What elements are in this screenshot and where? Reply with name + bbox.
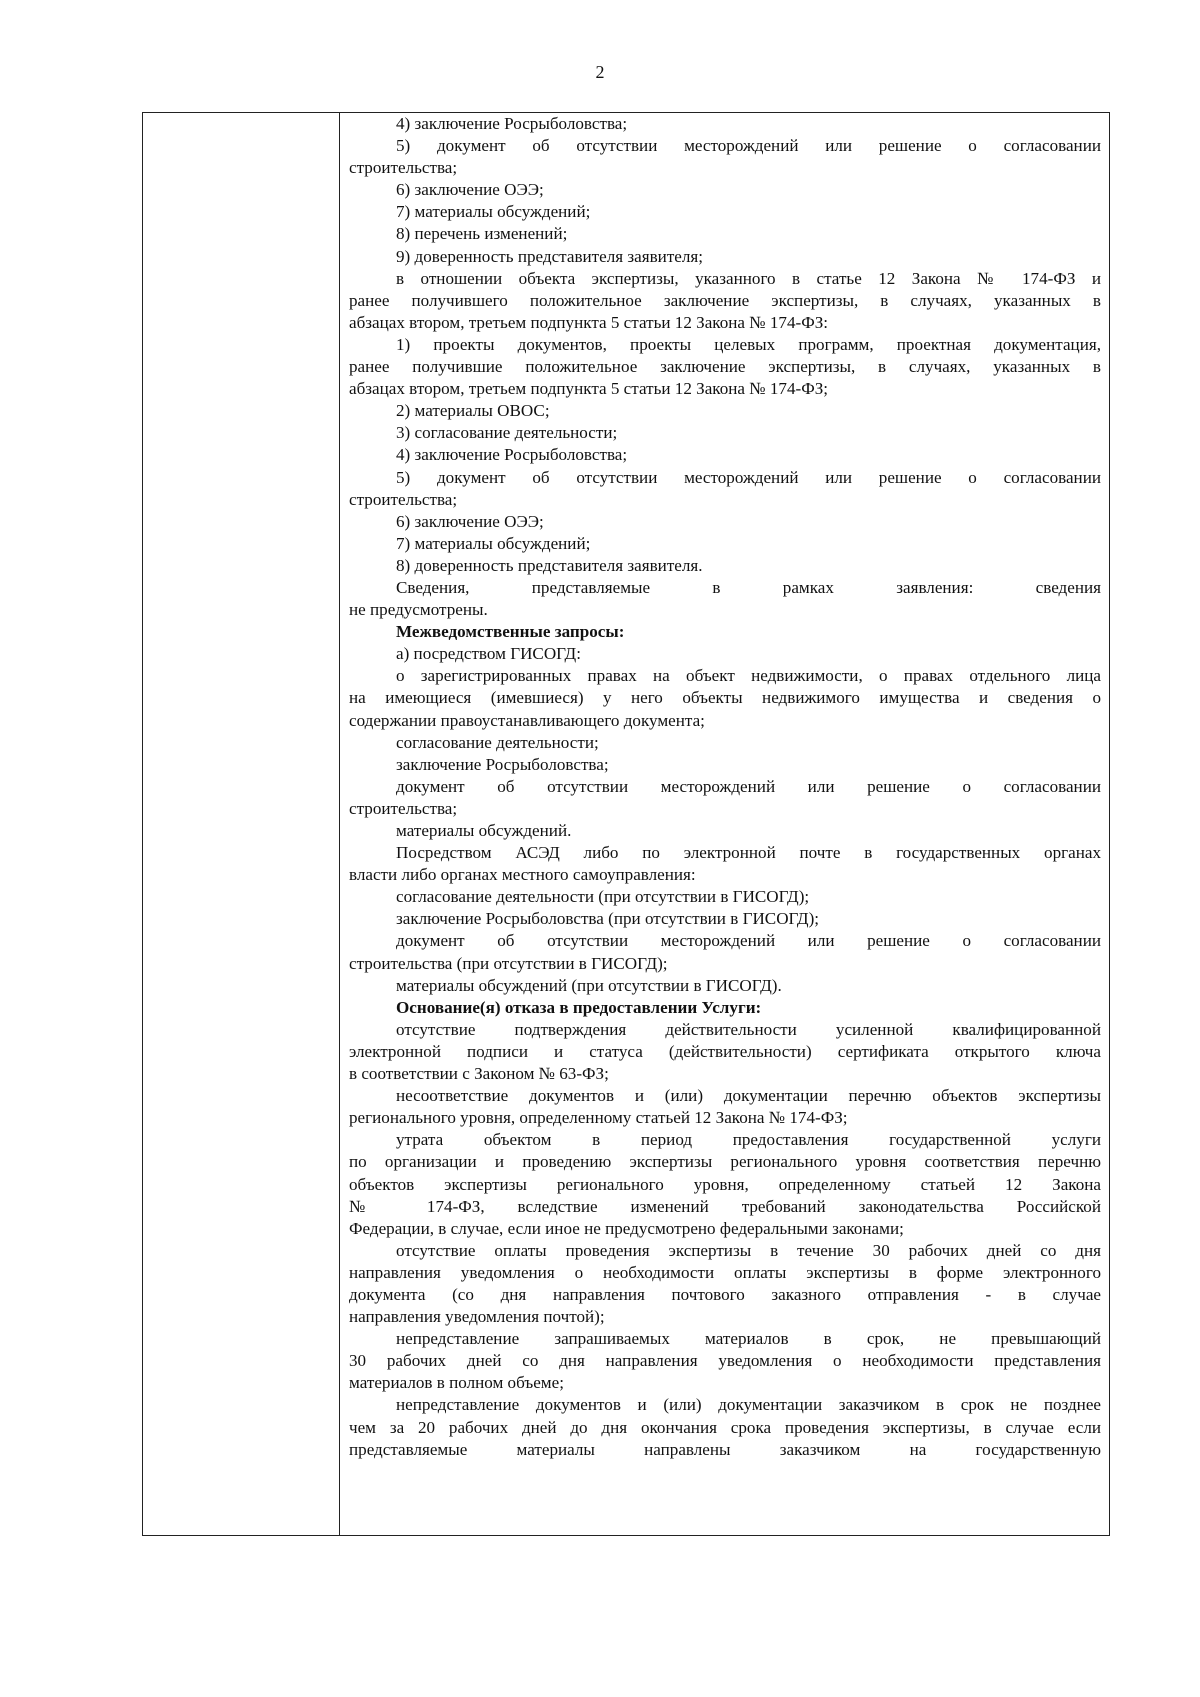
text-line: электронной подписи и статуса (действительности) сертификата открытого ключа (349, 1041, 1101, 1061)
document-table (142, 112, 1110, 1536)
text-line: материалов в полном объеме; (349, 1373, 564, 1393)
text-line: в соответствии с Законом № 63-ФЗ; (349, 1064, 609, 1084)
text-line: не предусмотрены. (349, 600, 488, 620)
text-line: 1) проекты документов, проекты целевых программ, проектная документация, (396, 334, 1101, 354)
text-line: документ об отсутствии месторождений или решение о согласовании (396, 931, 1101, 951)
text-line: документ об отсутствии месторождений или решение о согласовании (396, 776, 1101, 796)
text-line: Сведения, представляемые в рамках заявления: сведения (396, 577, 1101, 597)
text-line: № 174-ФЗ, вследствие изменений требований законодательства Российской (349, 1196, 1101, 1216)
text-line: 9) доверенность представителя заявителя; (396, 246, 704, 266)
text-line: регионального уровня, определенному статьей 12 Закона № 174-ФЗ; (349, 1108, 848, 1128)
text-line: чем за 20 рабочих дней до дня окончания срока проведения экспертизы, в случае если (349, 1417, 1101, 1437)
text-line: 5) документ об отсутствии месторождений или решение о согласовании (396, 136, 1101, 156)
text-line: 8) перечень изменений; (396, 224, 568, 244)
text-line: согласование деятельности; (396, 732, 599, 752)
text-line: в отношении объекта экспертизы, указанного в статье 12 Закона № 174-ФЗ и (396, 268, 1101, 288)
text-line: содержании правоустанавливающего документа; (349, 710, 705, 730)
text-line: направления уведомления о необходимости оплаты экспертизы в форме электронного (349, 1262, 1101, 1282)
text-line: на имеющиеся (имевшиеся) у него объекты недвижимого имущества и сведения о (349, 688, 1101, 708)
text-line: строительства; (349, 489, 458, 509)
text-line: о зарегистрированных правах на объект недвижимости, о правах отдельного лица (396, 666, 1101, 686)
text-line: отсутствие оплаты проведения экспертизы в течение 30 рабочих дней со дня (396, 1240, 1101, 1260)
text-line: отсутствие подтверждения действительности усиленной квалифицированной (396, 1019, 1101, 1039)
text-line: Федерации, в случае, если иное не предусмотрено федеральными законами; (349, 1218, 904, 1238)
text-line: абзацах втором, третьем подпункта 5 статьи 12 Закона № 174-ФЗ: (349, 312, 829, 332)
text-line: материалы обсуждений. (396, 821, 572, 840)
text-line: материалы обсуждений (при отсутствии в ГИСОГД). (396, 975, 782, 995)
text-line: строительства; (349, 158, 458, 178)
text-line: строительства; (349, 798, 458, 818)
text-line: строительства (при отсутствии в ГИСОГД); (349, 953, 668, 973)
text-line: 4) заключение Росрыболовства; (396, 114, 628, 133)
text-line: представляемые материалы направлены заказчиком на государственную (349, 1439, 1101, 1459)
text-line: 7) материалы обсуждений; (396, 533, 591, 553)
text-line: утрата объектом в период предоставления государственной услуги (396, 1130, 1101, 1150)
text-line: абзацах втором, третьем подпункта 5 статьи 12 Закона № 174-ФЗ; (349, 379, 829, 399)
text-line: 5) документ об отсутствии месторождений или решение о согласовании (396, 467, 1101, 487)
section-heading: Межведомственные запросы: (396, 622, 625, 642)
text-line: 7) материалы обсуждений; (396, 202, 591, 222)
text-line: непредставление запрашиваемых материалов в срок, не превышающий (396, 1329, 1101, 1349)
text-line: 30 рабочих дней со дня направления уведомления о необходимости представления (349, 1351, 1101, 1371)
text-line: по организации и проведению экспертизы регионального уровня соответствия перечню (349, 1152, 1101, 1172)
text-line: 3) согласование деятельности; (396, 423, 618, 443)
table-left-cell (143, 113, 340, 1535)
text-line: а) посредством ГИСОГД: (396, 644, 581, 664)
text-line: согласование деятельности (при отсутствии в ГИСОГД); (396, 887, 810, 907)
text-line: 6) заключение ОЭЭ; (396, 511, 544, 531)
text-line: объектов экспертизы регионального уровня, определенному статьей 12 Закона (349, 1174, 1101, 1194)
text-line: ранее получившие положительное заключение экспертизы, в случаях, указанных в (349, 357, 1101, 377)
text-line: власти либо органах местного самоуправления: (349, 865, 696, 885)
text-line: ранее получившего положительное заключение экспертизы, в случаях, указанных в (349, 290, 1101, 310)
section-heading: Основание(я) отказа в предоставлении Услуги: (396, 997, 762, 1017)
text-line: Посредством АСЭД либо по электронной почте в государственных органах (396, 843, 1101, 863)
text-line: направления уведомления почтой); (349, 1307, 605, 1327)
text-line: 6) заключение ОЭЭ; (396, 180, 544, 200)
text-line: 4) заключение Росрыболовства; (396, 445, 628, 465)
text-line: заключение Росрыболовства; (396, 754, 609, 774)
text-line: непредставление документов и (или) документации заказчиком в срок не позднее (396, 1395, 1101, 1415)
page-number: 2 (595, 62, 605, 82)
table-content-cell (340, 113, 1109, 1535)
text-line: документа (со дня направления почтового заказного отправления - в случае (349, 1284, 1101, 1304)
text-line: 2) материалы ОВОС; (396, 401, 550, 421)
text-line: 8) доверенность представителя заявителя. (396, 555, 703, 575)
text-line: несоответствие документов и (или) документации перечню объектов экспертизы (396, 1086, 1101, 1106)
text-line: заключение Росрыболовства (при отсутствии в ГИСОГД); (396, 909, 820, 929)
